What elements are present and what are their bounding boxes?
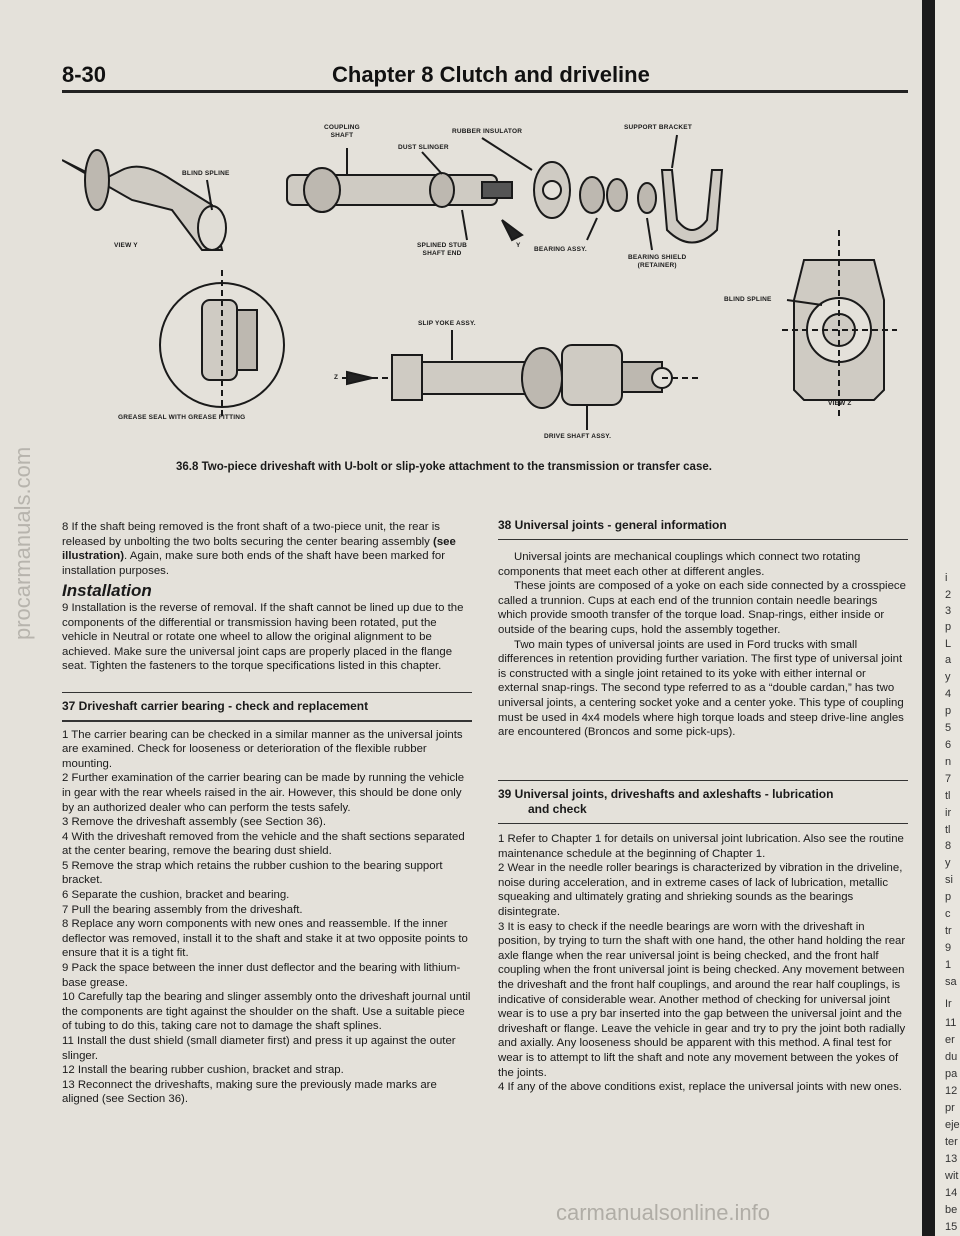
adjacent-page-fragment: 7 <box>945 773 952 785</box>
label-rubber-insulator: RUBBER INSULATOR <box>452 128 523 135</box>
step-11: 11 Install the dust shield (small diameter first) and press it up against the outer slinger. <box>62 1035 456 1062</box>
paragraph-38-2: These joints are composed of a yoke on each side connected by a crosspiece called a trunnion. Cups at each end of the trunnion contain needle bearings which provide smooth transfer of the torque load. Snap-rings, either inside or outside of the bearing cups, hold the assembly together. <box>498 580 906 637</box>
bottom-watermark: carmanualsonline.info <box>556 1200 771 1225</box>
adjacent-page-fragment: 2 <box>945 589 952 601</box>
right-column <box>498 518 908 1095</box>
adjacent-page-fragment: sa <box>945 976 957 988</box>
adjacent-page-fragment: er <box>945 1034 955 1046</box>
adjacent-page-fragment: c <box>945 908 951 920</box>
label-z-marker: Z <box>334 374 339 381</box>
step-9: 9 Pack the space between the inner dust deflector and the bearing with lithium-base grease. <box>62 962 461 989</box>
adjacent-page-fragment: 12 <box>945 1085 958 1097</box>
adjacent-page-fragment: pa <box>945 1068 958 1080</box>
paragraph-9: 9 Installation is the reverse of removal. If the shaft cannot be lined up due to the components of the differential or transmission having been rotated, put the vehicle in Neutral or rotate one wheel to allow the original alignment to be achieved. Make sure the universal joint caps are properly placed in the flange seat. Tighten the fasteners to the torque specifications listed in this chapter. <box>62 601 464 673</box>
adjacent-page-fragment: 14 <box>945 1187 958 1199</box>
paragraph-39-3: 3 It is easy to check if the needle bearings are worn with the driveshaft in position, by trying to turn the shaft with one hand, the other hand holding the rear axle flange when the rear universal joint is being checked, and the front half coupling when the front universal joint is being checked. Any movement between the driveshaft and the front half couplings, and around the rear half couplings, is indicative of considerable wear. Another method of checking for universal joint wear is to use a pry bar inserted into the gap between the universal joint and the driveshaft or flange. Leave the vehicle in gear and try to pry the joint both radially and axially. Any looseness should be apparent with this method. A final test for wear is to attempt to lift the shaft and note any movement between the yokes of the joints. <box>498 920 906 1079</box>
adjacent-page-fragment: 4 <box>945 688 952 700</box>
step-13: 13 Reconnect the driveshafts, making sure the previously made marks are aligned (see Section 36). <box>62 1078 437 1106</box>
label-blind-spline-top: BLIND SPLINE <box>182 170 230 177</box>
adjacent-page-fragment: tl <box>945 790 951 802</box>
section-37-title: 37 Driveshaft carrier bearing - check and replacement <box>62 699 369 714</box>
paragraph-38-1: Universal joints are mechanical couplings which connect two rotating components that meet each other at different angles. <box>498 551 861 578</box>
adjacent-page-fragment: p <box>945 891 952 903</box>
step-1: 1 The carrier bearing can be checked in a similar manner as the universal joints are examined. Check for looseness or deterioration of the flexible rubber mounting. <box>62 728 463 770</box>
adjacent-page-fragment: 13 <box>945 1153 958 1165</box>
step-2: 2 Further examination of the carrier bearing can be made by running the vehicle in gear with the rear wheels raised in the air. However, this should be done only by an authorized dealer who can perform the tests safely. <box>62 772 465 814</box>
driveshaft-diagram <box>62 100 908 460</box>
label-y-marker: Y <box>516 242 521 249</box>
label-splined-stub: SPLINED STUB SHAFT END <box>417 242 468 257</box>
adjacent-page-fragment: a <box>945 654 952 666</box>
label-view-z: VIEW Z <box>828 400 852 407</box>
adjacent-page-fragment: 6 <box>945 739 952 751</box>
label-slip-yoke: SLIP YOKE ASSY. <box>418 320 476 327</box>
step-12: 12 Install the bearing rubber cushion, bracket and strap. <box>62 1064 344 1077</box>
step-8: 8 Replace any worn components with new ones and reassemble. If the inner deflector was removed, install it to the shaft and stake it at two opposite points to ensure that it is a tight fit. <box>62 918 468 960</box>
adjacent-page-fragment: 11 <box>945 1017 957 1029</box>
step-5: 5 Remove the strap which retains the rubber cushion to the bearing support bracket. <box>62 859 443 887</box>
left-column <box>62 520 472 1107</box>
paragraph-39-1: 1 Refer to Chapter 1 for details on universal joint lubrication. Also see the routine maintenance schedule at the beginning of Chapter 1. <box>498 833 904 860</box>
adjacent-page-fragment: 5 <box>945 722 952 734</box>
figure-caption: 36.8 Two-piece driveshaft with U-bolt or slip-yoke attachment to the transmission or transfer case. <box>176 461 712 473</box>
label-bearing-assy: BEARING ASSY. <box>534 246 587 253</box>
paragraph-39-4: 4 If any of the above conditions exist, replace the universal joints with new ones. <box>498 1081 902 1094</box>
adjacent-page-fragment: p <box>945 705 952 717</box>
adjacent-page-fragment: ter <box>945 1136 958 1148</box>
paragraph-39-2: 2 Wear in the needle roller bearings is characterized by vibration in the driveline, noise during acceleration, and in extreme cases of lack of lubrication, metallic squeaking and ultimately grating and shrieking sounds as the bearings disintegrate. <box>498 862 903 918</box>
adjacent-page-fragment: tr <box>945 925 952 937</box>
adjacent-page-fragment: p <box>945 621 952 633</box>
label-blind-spline-right: BLIND SPLINE <box>724 296 772 303</box>
label-drive-shaft: DRIVE SHAFT ASSY. <box>544 433 612 440</box>
label-view-y: VIEW Y <box>114 242 138 249</box>
section-38-title: 38 Universal joints - general information <box>498 518 727 532</box>
adjacent-page-fragment: 1 <box>945 959 952 971</box>
adjacent-page-fragment: si <box>945 874 953 886</box>
paragraph-38-3: Two main types of universal joints are used in Ford trucks with small differences in retention providing further variation. The first type of universal joint is constructed with a single joint retained to its yoke with either internal or external snap-rings. The second type referred to as a “double cardan,” has two universal joints, a centering socket yoke and a center yoke. This type of coupling must be used in 4x4 models where high torque loads and steep drive-line angles are encountered (Broncos and some pick-ups). <box>498 638 904 739</box>
adjacent-page-fragment: 15 <box>945 1221 958 1233</box>
adjacent-page-fragment: pr <box>945 1102 955 1114</box>
adjacent-page-fragment: wit <box>945 1170 959 1182</box>
adjacent-page-fragment: 9 <box>945 942 952 954</box>
header-rule <box>62 90 908 93</box>
adjacent-page-fragment: i <box>945 572 948 584</box>
label-bearing-shield: BEARING SHIELD (RETAINER) <box>628 254 687 269</box>
adjacent-page-fragment: ir <box>945 807 952 819</box>
adjacent-page <box>935 0 960 1236</box>
step-4: 4 With the driveshaft removed from the vehicle and the shaft sections separated at the center bearing, remove the bearing dust shield. <box>62 830 465 858</box>
adjacent-page-fragment: y <box>945 857 951 869</box>
adjacent-page-fragment: be <box>945 1204 958 1216</box>
step-7: 7 Pull the bearing assembly from the driveshaft. <box>62 903 303 916</box>
page-number: 8-30 <box>62 62 107 87</box>
label-grease-seal: GREASE SEAL WITH GREASE FITTING <box>118 414 246 421</box>
adjacent-page-fragment: n <box>945 756 952 768</box>
adjacent-page-fragment: eje <box>945 1119 960 1131</box>
adjacent-page-fragment: 3 <box>945 605 952 617</box>
driveshaft-illustration <box>62 100 908 460</box>
step-3: 3 Remove the driveshaft assembly (see Section 36). <box>62 816 327 829</box>
paragraph-8: 8 If the shaft being removed is the front shaft of a two-piece unit, the rear is released by unbolting the two bolts securing the center bearing assembly (see illustration). Again, make sure both ends of the shaft have been marked for installation purposes. <box>62 521 456 577</box>
side-watermark: procarmanuals.com <box>10 446 35 640</box>
label-dust-slinger: DUST SLINGER <box>398 144 449 151</box>
adjacent-page-fragment: L <box>945 638 952 650</box>
label-coupling-shaft: COUPLING SHAFT <box>324 124 360 139</box>
adjacent-page-fragment: tl <box>945 824 951 836</box>
label-support-bracket: SUPPORT BRACKET <box>624 124 693 131</box>
adjacent-page-fragment: 8 <box>945 840 952 852</box>
adjacent-page-fragment: du <box>945 1051 958 1063</box>
step-10: 10 Carefully tap the bearing and slinger assembly onto the driveshaft journal until the components are tight against the shoulder on the shaft. Use a suitable piece of tubing to do this, taking care not to damage the shaft splines. <box>62 991 471 1033</box>
section-39-title: 39 Universal joints, driveshafts and axleshafts - lubrication and check <box>498 787 834 816</box>
step-6: 6 Separate the cushion, bracket and bearing. <box>62 889 290 902</box>
installation-heading: Installation <box>62 581 152 601</box>
adjacent-page-fragment: y <box>945 671 951 683</box>
adjacent-page-fragment: Ir <box>945 998 952 1010</box>
chapter-title: Chapter 8 Clutch and driveline <box>332 62 650 87</box>
